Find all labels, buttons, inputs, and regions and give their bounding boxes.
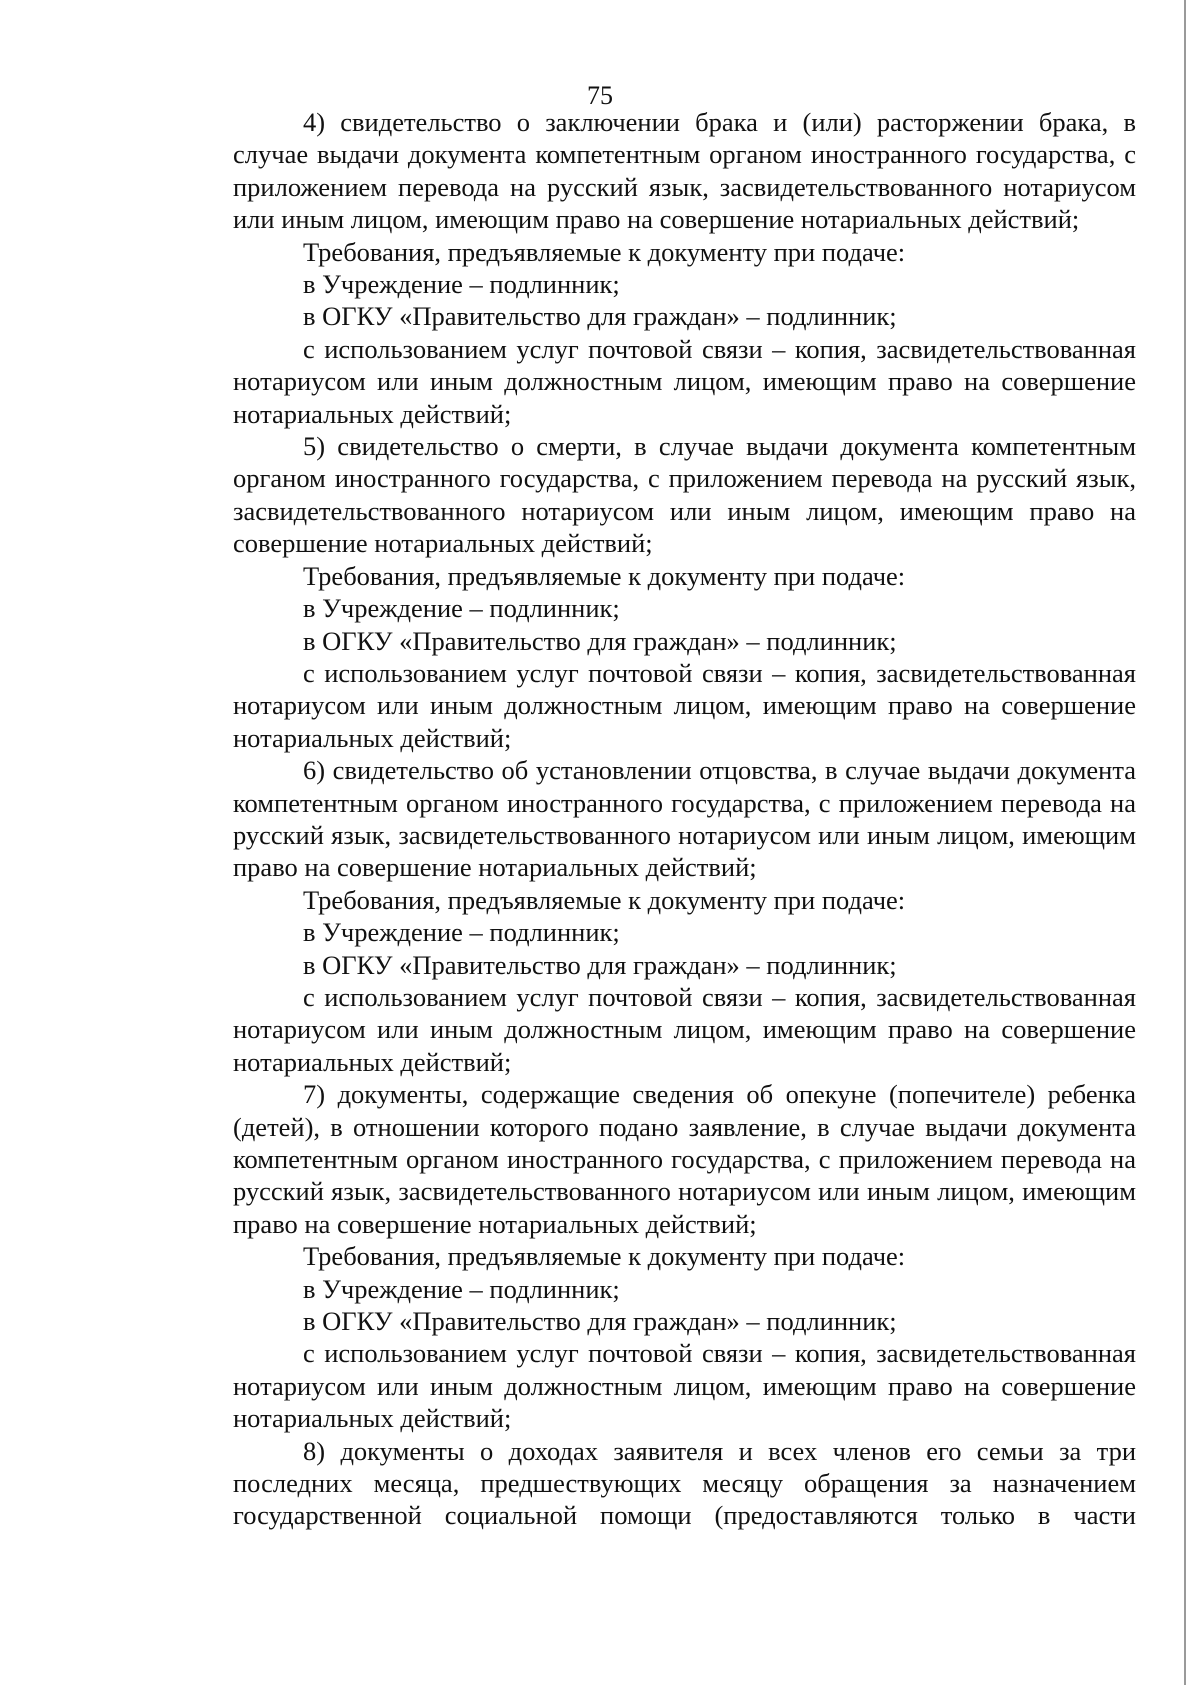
requirement-postal: с использованием услуг почтовой связи – копия, засвидетельствованная нотариусом или иным должностным лицом, имеющим право на совершение нотариальных действий; (233, 981, 1136, 1077)
requirement-postal: с использованием услуг почтовой связи – копия, засвидетельствованная нотариусом или иным должностным лицом, имеющим право на совершение нотариальных действий; (233, 333, 1136, 429)
paragraph-item-6: 6) свидетельство об установлении отцовства, в случае выдачи документа компетентным органом иностранного государства, с приложением перевода на русский язык, засвидетельствованного нотариусом или иным лицом, имеющим право на совершение нотариальных действий; (233, 755, 1136, 883)
requirements-heading: Требования, предъявляемые к документу при подаче: (303, 236, 906, 267)
requirement-institution: в Учреждение – подлинник; (303, 917, 620, 948)
requirement-ogku: в ОГКУ «Правительство для граждан» – подлинник; (303, 625, 897, 656)
requirements-heading: Требования, предъявляемые к документу при подаче: (303, 1241, 906, 1272)
requirement-institution: в Учреждение – подлинник; (303, 1273, 620, 1304)
requirement-institution: в Учреждение – подлинник; (303, 593, 620, 624)
requirements-heading: Требования, предъявляемые к документу при подаче: (303, 884, 906, 915)
requirement-ogku: в ОГКУ «Правительство для граждан» – подлинник; (303, 949, 897, 980)
paragraph-item-5: 5) свидетельство о смерти, в случае выдачи документа компетентным органом иностранного государства, с приложением перевода на русский язык, засвидетельствованного нотариусом или иным лицом, имеющим право на совершение нотариальных действий; (233, 431, 1136, 559)
requirement-ogku: в ОГКУ «Правительство для граждан» – подлинник; (303, 1306, 897, 1337)
requirement-postal: с использованием услуг почтовой связи – копия, засвидетельствованная нотариусом или иным должностным лицом, имеющим право на совершение нотариальных действий; (233, 1338, 1136, 1434)
requirement-postal: с использованием услуг почтовой связи – копия, засвидетельствованная нотариусом или иным должностным лицом, имеющим право на совершение нотариальных действий; (233, 657, 1136, 753)
page-number: 75 (587, 81, 613, 110)
page-edge-line (1184, 0, 1186, 1685)
requirements-heading: Требования, предъявляемые к документу при подаче: (303, 560, 906, 591)
document-body (233, 106, 1136, 1532)
requirement-institution: в Учреждение – подлинник; (303, 269, 620, 300)
paragraph-item-8: 8) документы о доходах заявителя и всех членов его семьи за три последних месяца, предшествующих месяцу обращения за назначением государственной социальной помощи (предоставляются только в части (233, 1435, 1136, 1531)
requirement-ogku: в ОГКУ «Правительство для граждан» – подлинник; (303, 301, 897, 332)
paragraph-item-4: 4) свидетельство о заключении брака и (или) расторжении брака, в случае выдачи документа компетентным органом иностранного государства, с приложением перевода на русский язык, засвидетельствованного нотариусом или иным лицом, имеющим право на совершение нотариальных действий; (233, 107, 1136, 235)
paragraph-item-7: 7) документы, содержащие сведения об опекуне (попечителе) ребенка (детей), в отношении которого подано заявление, в случае выдачи документа компетентным органом иностранного государства, с приложением перевода на русский язык, засвидетельствованного нотариусом или иным лицом, имеющим право на совершение нотариальных действий; (233, 1079, 1136, 1239)
